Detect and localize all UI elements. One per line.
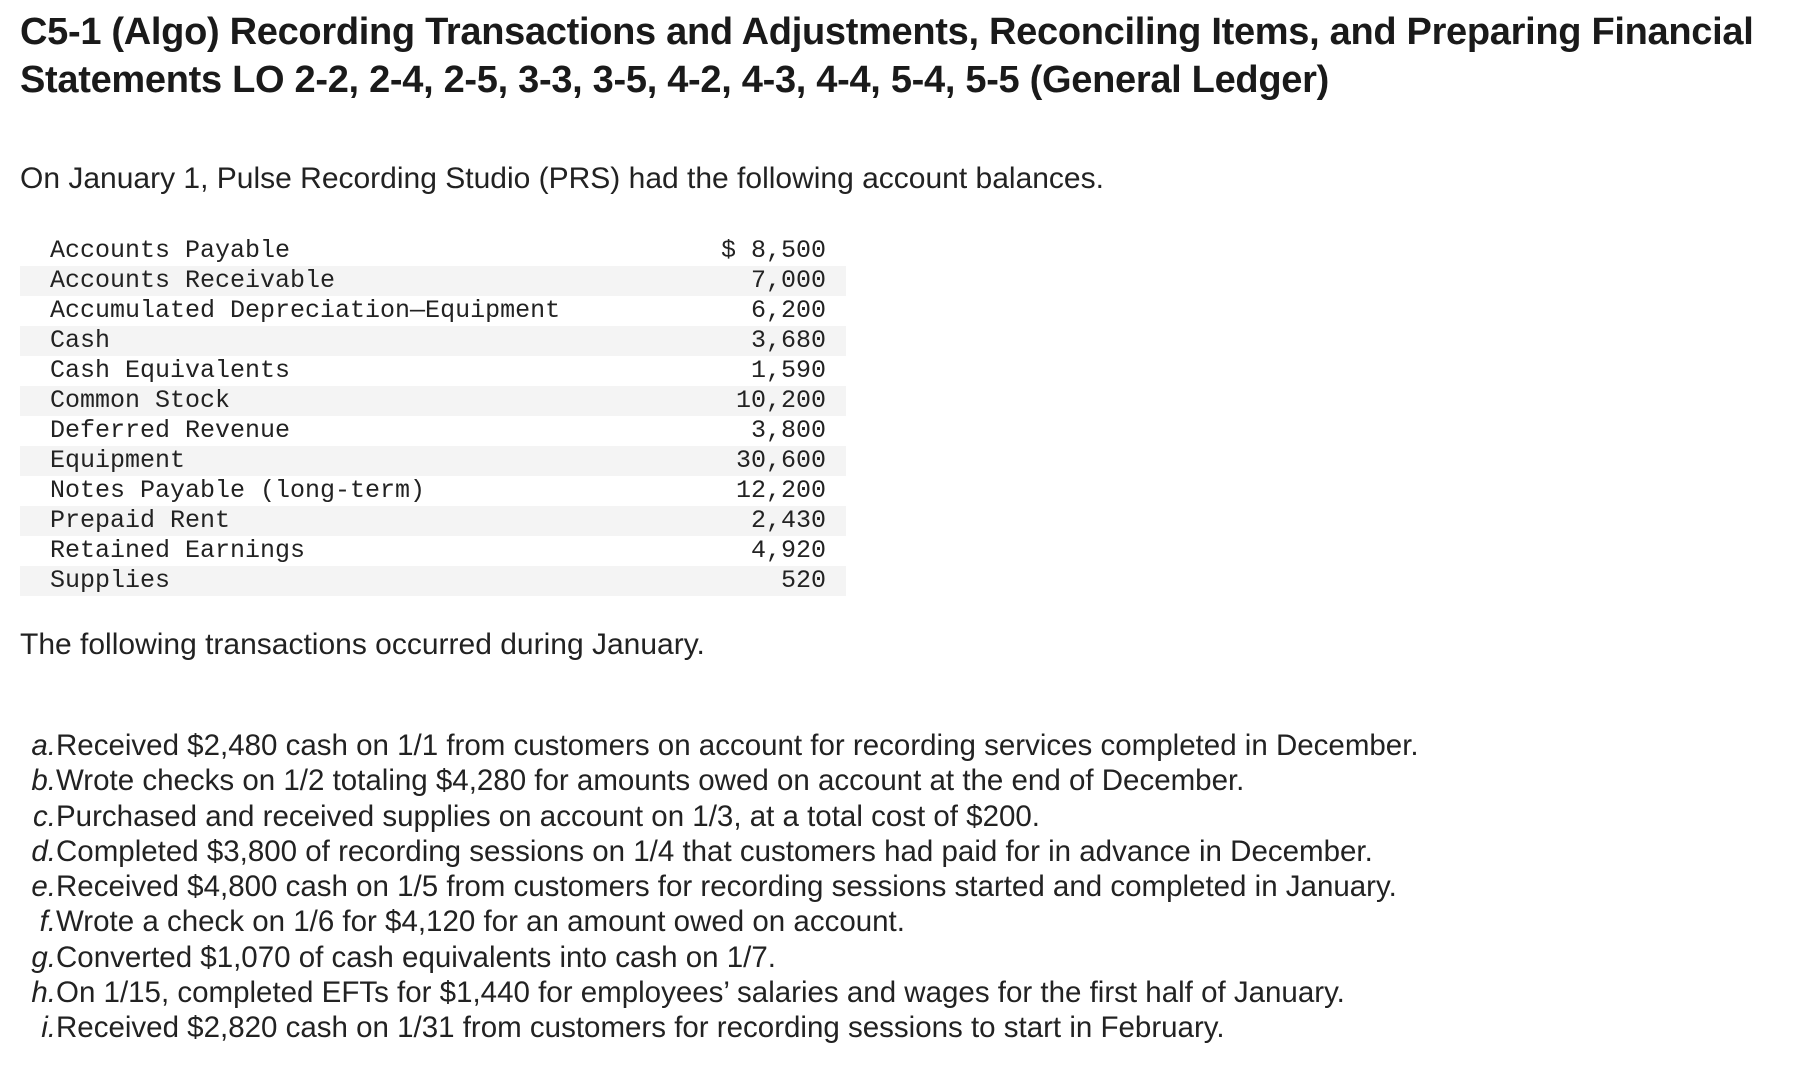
account-amount: 520 bbox=[666, 566, 846, 596]
account-name: Common Stock bbox=[20, 386, 666, 416]
account-name: Cash bbox=[20, 326, 666, 356]
transaction-text: Received $2,480 cash on 1/1 from customers on account for recording services completed in December. bbox=[56, 729, 1419, 762]
transaction-text: Wrote a check on 1/6 for $4,120 for an amount owed on account. bbox=[56, 905, 905, 939]
account-amount: 1,590 bbox=[750, 356, 826, 385]
list-item bbox=[20, 1010, 1419, 1045]
transaction-letter: e. bbox=[31, 870, 56, 904]
table-row bbox=[20, 386, 846, 416]
transaction-letter: g. bbox=[31, 940, 56, 974]
account-name: Deferred Revenue bbox=[50, 416, 291, 445]
table-row bbox=[20, 446, 846, 476]
transaction-text: On 1/15, completed EFTs for $1,440 for employees’ salaries and wages for the first half of January. bbox=[56, 976, 1345, 1010]
transaction-text: Completed $3,800 of recording sessions on 1/4 that customers had paid for in advance in December. bbox=[56, 834, 1373, 868]
table-row bbox=[20, 266, 846, 296]
table-row bbox=[20, 296, 846, 326]
list-item bbox=[20, 975, 1419, 1010]
account-name: Accumulated Depreciation—Equipment bbox=[50, 296, 561, 325]
table-row bbox=[20, 356, 846, 386]
table-row bbox=[20, 416, 846, 446]
transaction-text: Received $4,800 cash on 1/5 from customers for recording sessions started and completed in January. bbox=[56, 870, 1397, 904]
transactions-list bbox=[20, 728, 1419, 1046]
account-balances-table bbox=[20, 236, 846, 596]
account-name: Notes Payable (long-term) bbox=[50, 476, 426, 505]
transaction-text: Wrote checks on 1/2 totaling $4,280 for amounts owed on account at the end of December. bbox=[56, 764, 1245, 798]
transaction-letter: b. bbox=[31, 764, 56, 798]
account-amount: 30,600 bbox=[666, 446, 846, 476]
table-row bbox=[20, 506, 846, 536]
list-item bbox=[20, 940, 1419, 975]
transaction-letter: c. bbox=[33, 799, 56, 833]
account-name: Cash Equivalents bbox=[50, 356, 291, 385]
account-amount: 10,200 bbox=[666, 386, 846, 416]
list-item bbox=[20, 904, 1419, 939]
transaction-letter: i. bbox=[41, 1011, 56, 1045]
table-row bbox=[20, 536, 846, 566]
account-name: Accounts Receivable bbox=[20, 266, 666, 296]
table-row bbox=[20, 566, 846, 596]
list-item bbox=[20, 869, 1419, 904]
table-row bbox=[20, 236, 846, 266]
account-name: Accounts Payable bbox=[50, 236, 291, 265]
account-amount: 12,200 bbox=[735, 476, 826, 505]
account-name: Equipment bbox=[20, 446, 666, 476]
transaction-letter: h. bbox=[31, 976, 56, 1010]
list-item bbox=[20, 728, 1419, 763]
transaction-letter: d. bbox=[31, 834, 56, 868]
account-amount: 7,000 bbox=[666, 266, 846, 296]
account-amount: 6,200 bbox=[750, 296, 826, 325]
page-title: C5-1 (Algo) Recording Transactions and Adjustments, Reconciling Items, and Preparing Financial Statements LO 2-2, 2-4, 2-5, 3-3, 3-5, 4-2, 4-3, 4-4, 5-4, 5-5 (General Ledger) bbox=[20, 11, 1754, 101]
transaction-text: Received $2,820 cash on 1/31 from customers for recording sessions to start in February. bbox=[56, 1011, 1225, 1045]
transactions-intro: The following transactions occurred during January. bbox=[20, 628, 705, 661]
transaction-text: Purchased and received supplies on account on 1/3, at a total cost of $200. bbox=[56, 799, 1040, 833]
account-amount: 2,430 bbox=[666, 506, 846, 536]
account-name: Retained Earnings bbox=[50, 536, 306, 565]
transaction-text: Converted $1,070 of cash equivalents into cash on 1/7. bbox=[56, 940, 776, 974]
account-name: Supplies bbox=[20, 566, 666, 596]
list-item bbox=[20, 799, 1419, 834]
account-name: Prepaid Rent bbox=[20, 506, 666, 536]
account-amount: $ 8,500 bbox=[720, 236, 826, 265]
transaction-letter: a. bbox=[31, 729, 56, 762]
table-row bbox=[20, 476, 846, 506]
list-item bbox=[20, 763, 1419, 798]
account-amount: 3,680 bbox=[666, 326, 846, 356]
intro-text: On January 1, Pulse Recording Studio (PRS) had the following account balances. bbox=[20, 162, 1104, 195]
list-item bbox=[20, 834, 1419, 869]
transaction-letter: f. bbox=[39, 905, 56, 939]
table-row bbox=[20, 326, 846, 356]
account-amount: 4,920 bbox=[750, 536, 826, 565]
account-amount: 3,800 bbox=[750, 416, 826, 445]
